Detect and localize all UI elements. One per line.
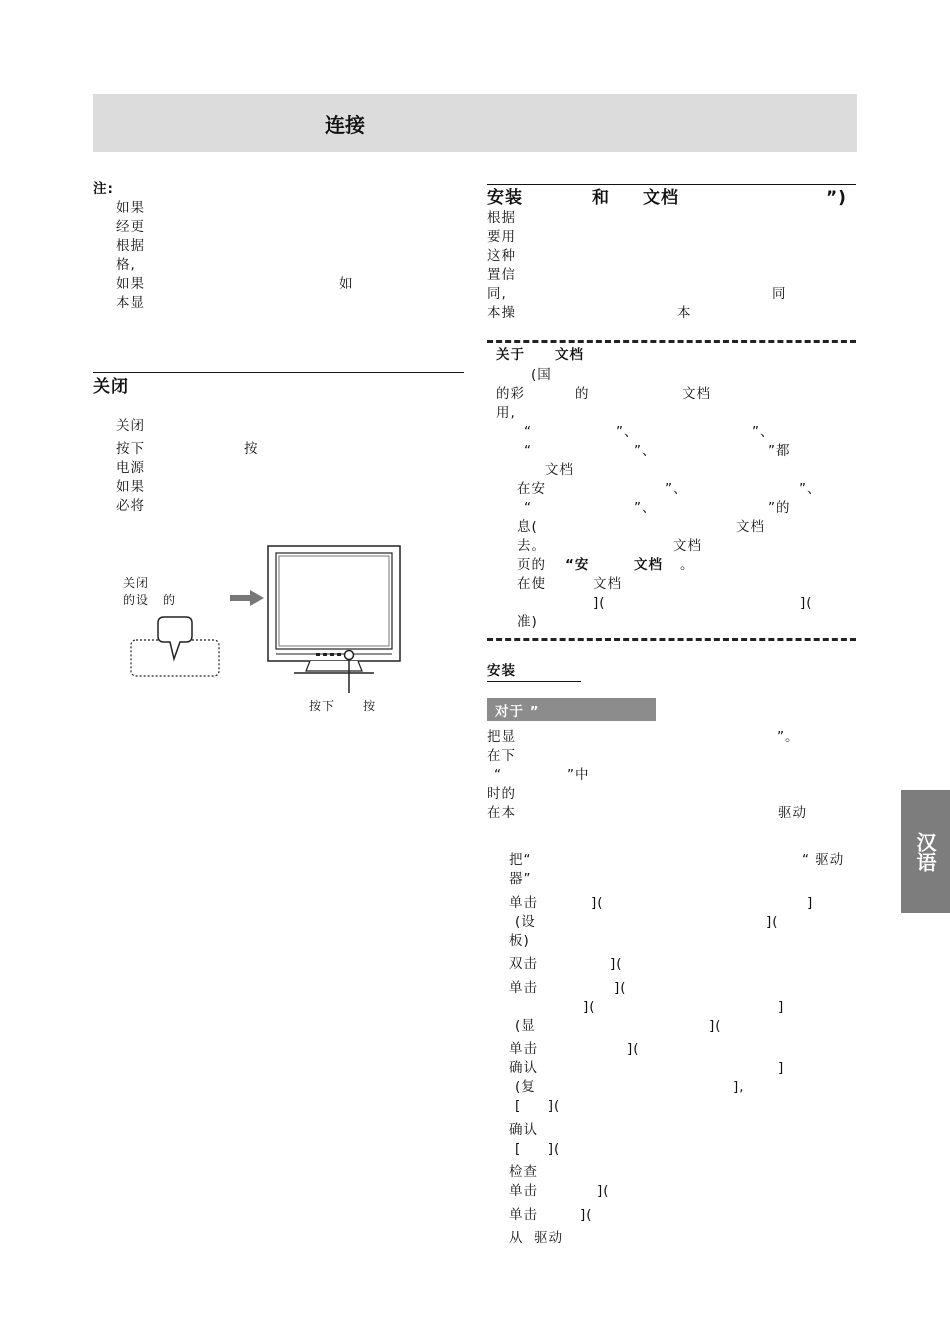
install-heading-c: 文档 [643, 188, 679, 208]
step-text: 确认 [509, 1060, 538, 1076]
install-heading-d: ”) [826, 188, 847, 208]
note-line: 格, [116, 257, 136, 273]
step-text: ]( [583, 999, 596, 1015]
about-text: 在使 [517, 576, 546, 592]
about-text: 的 [575, 386, 590, 402]
body-text: 在下 [487, 748, 516, 764]
step-text: “ 驱动 [802, 852, 845, 868]
about-text: 页的 [517, 557, 546, 573]
install-subheading: 安装 [487, 663, 516, 679]
body-text: ”中 [567, 767, 590, 783]
note-line: 如果 [116, 276, 145, 292]
install-line: 同, [487, 286, 507, 302]
about-text: 文档 [736, 519, 765, 535]
install-heading-a: 安装 [487, 188, 523, 208]
note-label: 注: [93, 181, 114, 197]
about-text: 用, [496, 405, 516, 421]
about-text: ]( [800, 595, 813, 611]
about-text: “ [524, 424, 532, 440]
power-line: 关闭 [116, 418, 145, 434]
note-line: 经更 [116, 219, 145, 235]
about-text: 。 [680, 557, 695, 573]
power-fragment: 按 [244, 441, 259, 457]
step-text: ] [778, 1060, 785, 1076]
about-text: 息( [517, 519, 538, 535]
power-line: 按下 [116, 441, 145, 457]
step-text: (设 [515, 914, 536, 930]
install-line: 这种 [487, 248, 516, 264]
power-line: 如果 [116, 479, 145, 495]
about-text: ”、 [634, 500, 657, 516]
about-text: ”、 [616, 424, 639, 440]
step-text: (复 [515, 1079, 536, 1095]
body-text: 把显 [487, 729, 516, 745]
step-text: 单击 [509, 1183, 538, 1199]
step-text: 器” [509, 871, 532, 887]
step-text: ]( [614, 980, 627, 996]
note-line: 如果 [116, 200, 145, 216]
os-label-text: 对于 ” [495, 704, 540, 720]
step-text: ]( [597, 1183, 610, 1199]
install-heading-b: 和 [592, 188, 610, 208]
about-text: 文档 [673, 538, 702, 554]
body-text: ”。 [777, 729, 800, 745]
callout-text: 的设 [123, 593, 150, 607]
language-tab[interactable] [901, 790, 950, 913]
step-text: 确认 [509, 1122, 538, 1138]
step-text: 单击 [509, 895, 538, 911]
step-text: ]( [610, 956, 623, 972]
about-text: “安 [565, 557, 590, 573]
step-text: (显 [515, 1018, 536, 1034]
about-text: 文档 [593, 576, 622, 592]
step-text: 把“ [509, 852, 532, 868]
step-text: [ ]( [515, 1098, 561, 1114]
install-line: 要用 [487, 229, 516, 245]
power-line: 电源 [116, 460, 145, 476]
speech-bubble-icon [158, 617, 192, 659]
monitor-illustration [120, 535, 420, 695]
dashed-divider [487, 638, 856, 641]
body-text: 驱动 [778, 805, 807, 821]
install-line: 本操 [487, 305, 516, 321]
install-line: 根据 [487, 210, 516, 226]
note-line: 本显 [116, 295, 145, 311]
body-text: 时的 [487, 786, 516, 802]
step-text: ]( [709, 1018, 722, 1034]
step-text: ] [807, 895, 814, 911]
about-text: ]( [593, 595, 606, 611]
about-text: (国 [531, 367, 552, 383]
step-text: 板) [509, 933, 530, 949]
power-off-heading: 关闭 [93, 377, 129, 397]
about-text: ”、 [752, 424, 775, 440]
os-label [487, 698, 656, 721]
section-divider [93, 372, 464, 373]
step-text: [ ]( [515, 1141, 561, 1157]
install-fragment: 同 [772, 286, 787, 302]
step-text: ], [733, 1079, 745, 1095]
about-text: 文档 [634, 557, 663, 573]
callout-text: 的 [163, 593, 177, 607]
note-line: 根据 [116, 238, 145, 254]
callout-text: 关闭 [123, 576, 150, 590]
monitor-screen [276, 553, 392, 649]
arrow-right-icon [230, 590, 264, 606]
step-text: 从 驱动 [509, 1230, 564, 1246]
step-text: 单击 [509, 1041, 538, 1057]
about-text: ”的 [768, 500, 791, 516]
about-text: 文档 [682, 386, 711, 402]
step-text: ]( [627, 1041, 640, 1057]
body-text: 在本 [487, 805, 516, 821]
about-text: 在安 [517, 481, 546, 497]
section-divider [487, 184, 856, 185]
about-text: ”、 [634, 443, 657, 459]
step-text: 双击 [509, 956, 538, 972]
header-bar [93, 94, 857, 152]
dashed-divider [487, 340, 856, 343]
page-title: 连接 [325, 113, 365, 137]
note-fragment: 如 [339, 276, 354, 292]
step-text: 检查 [509, 1164, 538, 1180]
install-fragment: 本 [677, 305, 692, 321]
about-text: “ [524, 500, 532, 516]
step-text: ]( [591, 895, 604, 911]
install-line: 置信 [487, 267, 516, 283]
about-text: ”都 [768, 443, 791, 459]
about-text: ”、 [799, 481, 822, 497]
button-caption: 按 [363, 699, 377, 713]
body-text: “ [494, 767, 502, 783]
step-text: 单击 [509, 980, 538, 996]
about-text: 去。 [517, 538, 546, 554]
about-heading-a: 关于 [496, 347, 525, 363]
monitor-stand [306, 661, 362, 671]
button-caption: 按下 [309, 699, 336, 713]
about-text: ”、 [665, 481, 688, 497]
about-text: 文档 [545, 462, 574, 478]
about-text: 准) [517, 614, 538, 630]
subheading-underline [487, 681, 581, 682]
about-heading-b: 文档 [555, 347, 584, 363]
about-text: 的彩 [496, 386, 525, 402]
step-text: ]( [766, 914, 779, 930]
step-text: ]( [580, 1207, 593, 1223]
about-text: “ [524, 443, 532, 459]
step-text: 单击 [509, 1207, 538, 1223]
power-line: 必将 [116, 498, 145, 514]
language-tab-label: 汉语 [913, 831, 937, 872]
step-text: ] [778, 999, 785, 1015]
power-button-icon [345, 651, 354, 660]
